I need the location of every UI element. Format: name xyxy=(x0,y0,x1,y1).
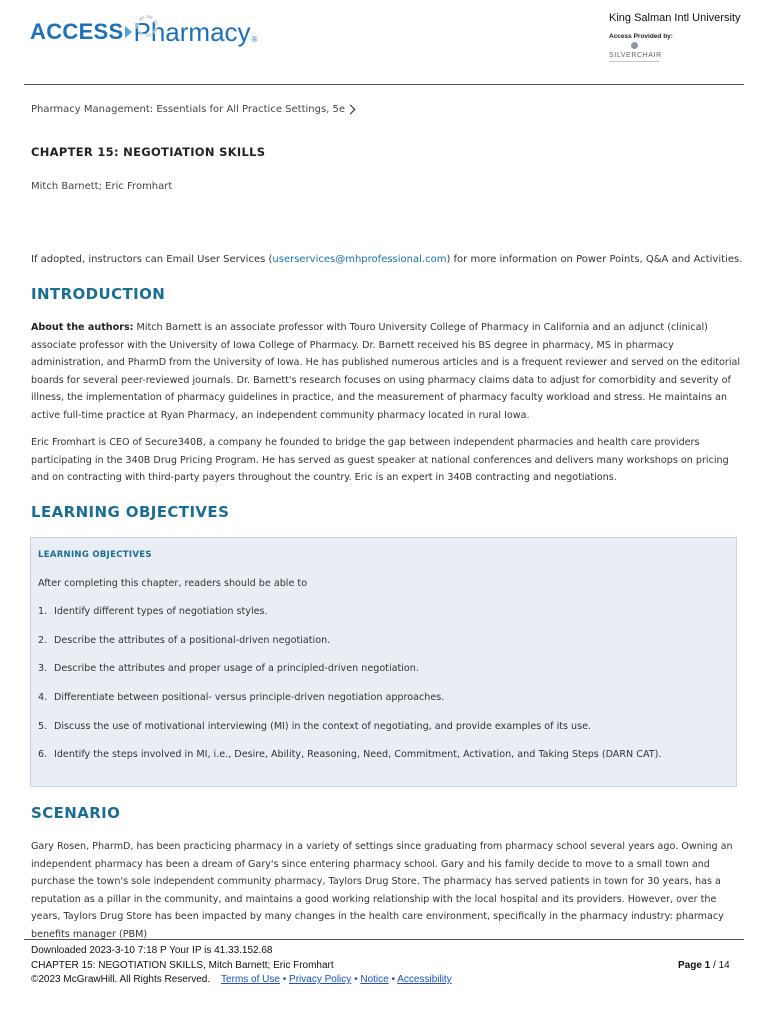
learning-objectives-box xyxy=(30,537,737,787)
learning-objectives-box-label: LEARNING OBJECTIVES xyxy=(38,550,152,560)
page-current: Page 1 xyxy=(678,960,711,971)
chapter-title: CHAPTER 15: NEGOTIATION SKILLS xyxy=(31,145,266,159)
logo-access-text: ACCESS xyxy=(30,19,124,44)
list-item-text: Describe the attributes of a positional-driven negotiation. xyxy=(54,634,331,646)
list-item xyxy=(38,663,661,692)
learning-objectives-intro: After completing this chapter, readers should be able to xyxy=(38,578,308,589)
link-separator: • xyxy=(391,974,396,985)
footer-copyright-line xyxy=(31,974,452,985)
list-item-text: Discuss the use of motivational interviewing (MI) in the context of negotiating, and provide examples of its use. xyxy=(54,720,592,732)
list-item-number: 1. xyxy=(38,606,48,617)
download-info: Downloaded 2023-3-10 7:18 P Your IP is 41.33.152.68 xyxy=(31,945,273,956)
eric-fromhart-paragraph: Eric Fromhart is CEO of Secure340B, a company he founded to bridge the gap between independent pharmacies and health care providers participating in the 340B Drug Pricing Program. He has served as guest speaker at national conferences and delivers many workshops on pricing and on contracting with third-party payers throughout the country. Eric is an expert in 340B contracting and negotiations. xyxy=(31,437,729,483)
list-item xyxy=(38,721,661,750)
institution-name: King Salman Intl University xyxy=(609,12,741,24)
list-item xyxy=(38,635,661,664)
list-item-number: 2. xyxy=(38,634,48,646)
header-divider xyxy=(24,84,744,85)
about-authors-paragraph xyxy=(31,319,741,424)
learning-objectives-list xyxy=(38,606,661,778)
list-item-text: Identify the steps involved in MI, i.e., Desire, Ability, Reasoning, Need, Commitment, Activation, and Taking Steps (DARN CAT). xyxy=(54,749,662,761)
list-item-text: Identify different types of negotiation styles. xyxy=(54,606,268,617)
silverchair-logo-rule xyxy=(609,61,659,62)
list-item-number: 6. xyxy=(38,749,48,761)
list-item-number: 3. xyxy=(38,663,48,675)
instructor-note xyxy=(31,254,742,265)
copyright-text: ©2023 McGrawHill. All Rights Reserved. xyxy=(31,974,211,985)
gear-icon xyxy=(136,15,158,37)
link-separator: • xyxy=(354,974,358,985)
about-authors-label: About the authors: xyxy=(31,322,134,333)
silverchair-logo-icon xyxy=(631,42,638,49)
registered-mark: ® xyxy=(251,35,258,44)
terms-of-use-link[interactable]: Terms of Use xyxy=(221,974,280,985)
list-item-text: Differentiate between positional- versus principle-driven negotiation approaches. xyxy=(54,692,445,704)
notice-link[interactable]: Notice xyxy=(360,974,389,985)
list-item-text: Describe the attributes and proper usage of a principled-driven negotiation. xyxy=(54,663,419,675)
learning-objectives-heading: LEARNING OBJECTIVES xyxy=(31,503,230,521)
accessibility-link[interactable]: Accessibility xyxy=(397,974,452,985)
list-item-number: 5. xyxy=(38,720,48,732)
list-item xyxy=(38,606,661,635)
list-item xyxy=(38,749,661,778)
chapter-authors: Mitch Barnett; Eric Fromhart xyxy=(31,181,173,192)
about-authors-text: Mitch Barnett is an associate professor with Touro University College of Pharmacy in California and an adjunct (clinical) associate professor with the University of Iowa College of Pharmacy. Dr. Barnett received his BS degree in pharmacy, MS in pharmacy administration, and PharmD from the University of Iowa. He has published numerous articles and is a frequent reviewer and served on the editorial boards for several peer-reviewed journals. Dr. Barnett's research focuses on using pharmacy claims data to adjust for comorbidity and severity of illness, the implementation of pharmacy guidelines in practice, and the measurement of pharmacy faculty workload and stress. He maintains an active full-time practice at Ryan Pharmacy, an independent community pharmacy located in rural Iowa. xyxy=(31,322,741,421)
silverchair-logo-text: SILVERCHAIR xyxy=(609,52,662,59)
instructor-note-before: If adopted, instructors can Email User Services ( xyxy=(31,254,273,265)
list-item xyxy=(38,692,661,721)
footer-divider xyxy=(24,939,744,940)
privacy-policy-link[interactable]: Privacy Policy xyxy=(289,974,352,985)
list-item-number: 4. xyxy=(38,692,48,704)
breadcrumb-book-title[interactable]: Pharmacy Management: Essentials for All Practice Settings, 5e xyxy=(31,104,346,115)
access-provided-by-label: Access Provided by: xyxy=(609,33,673,40)
link-separator: • xyxy=(282,974,287,985)
scenario-heading: SCENARIO xyxy=(31,804,121,822)
footer-chapter-line: CHAPTER 15: NEGOTIATION SKILLS, Mitch Barnett; Eric Fromhart xyxy=(31,960,334,971)
scenario-paragraph: Gary Rosen, PharmD, has been practicing pharmacy in a variety of settings since graduating from pharmacy school several years ago. Owning an independent pharmacy has been a dream of Gary's since entering pharmacy school. Gary and his family decide to move to a small town and purchase the town's sole independent community pharmacy, Taylors Drug Store. The pharmacy has served patients in town for 30 years, has a reputation as a pillar in the community, and maintains a good working relationship with the local hospital and its providers. However, over the years, Taylors Drug Store has been impacted by many changes in the health care environment, specifically in the pharmacy industry: pharmacy benefits manager (PBM) xyxy=(31,841,733,940)
breadcrumb[interactable] xyxy=(31,104,354,115)
arrow-icon xyxy=(125,26,132,38)
logo-pharmacy-text: Pharmacy xyxy=(133,16,251,47)
user-services-email-link[interactable]: userservices@mhprofessional.com xyxy=(272,254,447,265)
introduction-heading: INTRODUCTION xyxy=(31,285,166,303)
instructor-note-after: ) for more information on Power Points, Q&A and Activities. xyxy=(446,254,743,265)
chevron-right-icon xyxy=(346,105,356,115)
accesspharmacy-logo[interactable] xyxy=(30,12,257,52)
page-number xyxy=(678,960,730,971)
page-total: / 14 xyxy=(710,960,730,971)
